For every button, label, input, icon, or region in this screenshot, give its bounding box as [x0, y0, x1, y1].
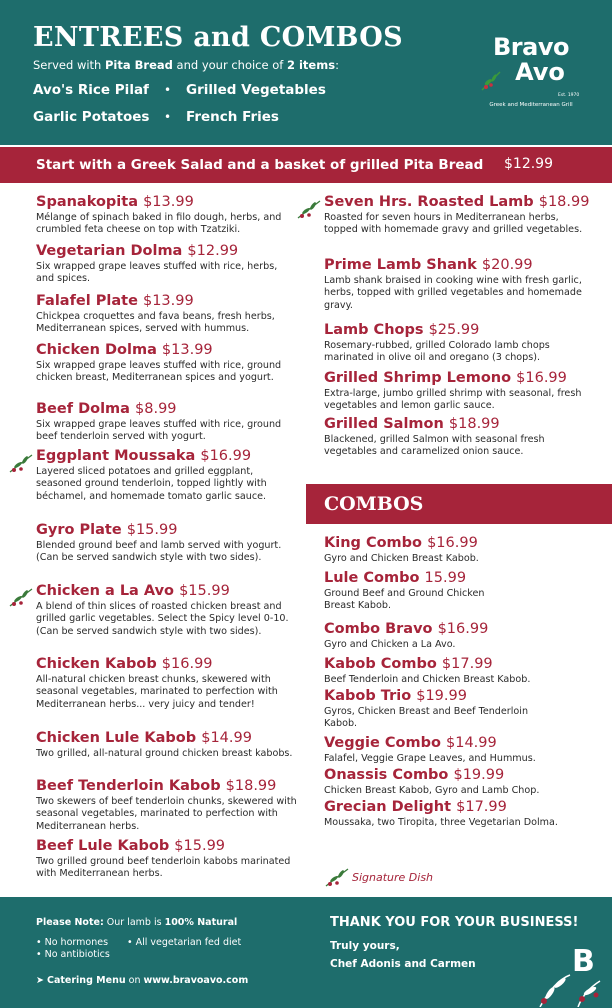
bravo-avo-logo: [476, 34, 586, 114]
item-description: Gyro and Chicken a La Avo.: [324, 639, 456, 650]
catering-link[interactable]: ➤ Catering Menu on www.bravoavo.com: [36, 975, 249, 986]
item-name: Vegetarian Dolma: [36, 243, 183, 259]
item-price: $18.99: [448, 416, 500, 432]
menu-item-grilled-shrimp-lemono: [324, 370, 589, 413]
menu-item-beef-tenderloin-kabob: [36, 778, 298, 833]
item-name: Gyro Plate: [36, 522, 122, 538]
lamb-note: Please Note: Our lamb is 100% Natural: [36, 917, 238, 928]
item-price: $13.99: [143, 194, 194, 210]
b-mark-letter: B: [572, 944, 595, 979]
item-name: Kabob Trio: [324, 688, 412, 704]
option-bullet: •: [164, 110, 172, 124]
menu-item-prime-lamb-shank: [324, 257, 589, 312]
item-name: Chicken Dolma: [36, 342, 157, 358]
item-price: $17.99: [456, 799, 507, 815]
item-price: $19.99: [416, 688, 467, 704]
menu-item-chicken-lule-kabob: [36, 730, 298, 760]
item-price: $17.99: [441, 656, 493, 672]
menu-item-beef-dolma: [36, 401, 298, 444]
page-title: ENTREES and COMBOS: [33, 22, 403, 53]
signature-olive-icon: [324, 866, 350, 888]
item-price: $12.99: [187, 243, 239, 259]
combo-item-kabob-trio: [324, 688, 589, 731]
item-description: Lamb shank braised in cooking wine with fresh garlic, herbs, topped with grilled vegetables and homemade gravy.: [324, 275, 582, 311]
item-name: Lule Combo: [324, 570, 420, 586]
item-price: $19.99: [453, 767, 505, 783]
item-name: Beef Dolma: [36, 401, 130, 417]
item-description: Chicken Breast Kabob, Gyro and Lamb Chop.: [324, 785, 540, 796]
side-option-potatoes: Garlic Potatoes: [33, 109, 150, 125]
menu-item-chicken-dolma: [36, 342, 298, 385]
item-price: $16.99: [161, 656, 213, 672]
combos-title: COMBOS: [324, 493, 424, 515]
menu-item-beef-lule-kabob: [36, 838, 298, 881]
item-price: $16.99: [200, 448, 252, 464]
menu-item-chicken-kabob: [36, 656, 298, 711]
menu-item-grilled-salmon: [324, 416, 589, 459]
logo-line-2: Avo: [515, 58, 565, 86]
combo-item-grecian-delight: [324, 799, 589, 829]
item-price: $15.99: [174, 838, 226, 854]
combos-banner: [306, 484, 612, 524]
item-price: 15.99: [424, 570, 467, 586]
item-price: $16.99: [427, 535, 478, 551]
item-name: Prime Lamb Shank: [324, 257, 477, 273]
item-price: $15.99: [126, 522, 178, 538]
signature-olive-icon: [8, 452, 34, 474]
chef-names: Chef Adonis and Carmen: [330, 958, 476, 970]
item-description: Six wrapped grape leaves stuffed with rice, herbs, and spices.: [36, 261, 278, 285]
item-name: Chicken Lule Kabob: [36, 730, 197, 746]
salad-price: $12.99: [504, 156, 553, 172]
item-price: $13.99: [161, 342, 213, 358]
menu-item-gyro-plate: [36, 522, 298, 565]
item-description: Gyro and Chicken Breast Kabob.: [324, 553, 479, 564]
item-description: Chickpea croquettes and fava beans, fresh herbs, Mediterranean spices, served with hummus.: [36, 311, 275, 335]
signoff-line: Truly yours,: [330, 940, 400, 952]
item-name: Chicken a La Avo: [36, 583, 175, 599]
side-option-rice: Avo's Rice Pilaf: [33, 82, 149, 98]
item-name: Beef Lule Kabob: [36, 838, 170, 854]
combo-item-kabob: [324, 656, 589, 686]
item-price: $14.99: [201, 730, 252, 746]
item-description: Blackened, grilled Salmon with seasonal fresh vegetables and caramelized onion sauce.: [324, 434, 545, 458]
menu-item-lamb-chops: [324, 322, 589, 365]
item-price: $14.99: [446, 735, 497, 751]
item-name: Grilled Salmon: [324, 416, 444, 432]
combo-item-king: [324, 535, 589, 565]
item-price: $13.99: [142, 293, 194, 309]
item-name: Kabob Combo: [324, 656, 437, 672]
item-name: Grilled Shrimp Lemono: [324, 370, 512, 386]
note-bullet-antibiotics: • No antibiotics: [36, 949, 110, 960]
item-price: $16.99: [516, 370, 567, 386]
item-description: Gyros, Chicken Breast and Beef Tenderloin Kabob.: [324, 706, 529, 730]
item-name: Falafel Plate: [36, 293, 138, 309]
item-description: Six wrapped grape leaves stuffed with rice, ground chicken breast, Mediterranean spices and yogurt.: [36, 360, 282, 384]
greek-salad-banner: [0, 147, 612, 183]
item-description: Falafel, Veggie Grape Leaves, and Hummus.: [324, 753, 536, 764]
note-bullet-vegetarian: • All vegetarian fed diet: [127, 937, 242, 948]
item-name: Veggie Combo: [324, 735, 441, 751]
signature-olive-icon: [8, 586, 34, 608]
menu-item-falafel-plate: [36, 293, 298, 336]
item-description: Extra-large, jumbo grilled shrimp with seasonal, fresh vegetables and lemon garlic sauce.: [324, 388, 582, 412]
item-name: Chicken Kabob: [36, 656, 157, 672]
side-option-vegetables: Grilled Vegetables: [186, 82, 326, 98]
combo-item-bravo: [324, 621, 589, 651]
menu-item-seven-hrs-roasted-lamb: [324, 194, 589, 237]
item-description: Layered sliced potatoes and grilled eggplant, seasoned ground tenderloin, topped lightly with béchamel, and homemade tomato garlic sauce.: [36, 466, 267, 502]
combo-item-onassis: [324, 767, 589, 797]
item-description: Roasted for seven hours in Mediterranean herbs, topped with homemade gravy and grilled vegetables.: [324, 212, 583, 236]
salad-text: Start with a Greek Salad and a basket of grilled Pita Bread: [36, 157, 484, 173]
item-description: Moussaka, two Tiropita, three Vegetarian Dolma.: [324, 817, 558, 828]
item-description: A blend of thin slices of roasted chicken breast and grilled garlic vegetables. Select the Spicy level 0-10. (Can be served sandwich style with two sides).: [36, 601, 289, 637]
item-description: Two skewers of beef tenderloin chunks, skewered with seasonal vegetables, marinated to perfection with Mediterranean herbs.: [36, 796, 297, 832]
footer-banner: [0, 897, 612, 1008]
item-price: $18.99: [225, 778, 277, 794]
item-description: Blended ground beef and lamb served with yogurt. (Can be served sandwich style with two sides).: [36, 540, 282, 564]
item-description: Two grilled ground beef tenderloin kabobs marinated with Mediterranean herbs.: [36, 856, 291, 880]
item-name: Onassis Combo: [324, 767, 449, 783]
menu-item-vegetarian-dolma: [36, 243, 298, 286]
signature-dish-legend: [324, 866, 474, 886]
item-name: Combo Bravo: [324, 621, 433, 637]
header-subtitle: Served with Pita Bread and your choice of 2 items:: [33, 58, 339, 72]
item-name: Grecian Delight: [324, 799, 452, 815]
olive-branch-b-mark-icon: [530, 937, 610, 1007]
logo-est: Est. 1970: [558, 93, 580, 98]
item-name: Beef Tenderloin Kabob: [36, 778, 221, 794]
header-banner: [0, 0, 612, 145]
item-price: $25.99: [428, 322, 480, 338]
item-price: $18.99: [538, 194, 590, 210]
item-description: Two grilled, all-natural ground chicken breast kabobs.: [36, 748, 293, 759]
menu-item-spanakopita: [36, 194, 298, 237]
side-option-fries: French Fries: [186, 109, 279, 125]
logo-tagline: Greek and Mediterranean Grill: [489, 102, 573, 108]
thank-you-heading: THANK YOU FOR YOUR BUSINESS!: [330, 915, 579, 930]
item-price: $16.99: [437, 621, 489, 637]
item-name: Eggplant Moussaka: [36, 448, 196, 464]
item-description: Ground Beef and Ground Chicken Breast Kabob.: [324, 588, 485, 612]
item-name: Lamb Chops: [324, 322, 424, 338]
item-description: Rosemary-rubbed, grilled Colorado lamb chops marinated in olive oil and oregano (3 chops).: [324, 340, 550, 364]
menu-item-chicken-a-la-avo: [36, 583, 298, 638]
item-name: Seven Hrs. Roasted Lamb: [324, 194, 534, 210]
menu-item-eggplant-moussaka: [36, 448, 298, 503]
item-price: $8.99: [135, 401, 177, 417]
signature-olive-icon: [296, 198, 322, 220]
olive-branch-icon: [480, 70, 502, 92]
note-bullet-hormones: • No hormones: [36, 937, 109, 948]
item-price: $15.99: [179, 583, 230, 599]
signoff: [330, 937, 476, 973]
item-name: King Combo: [324, 535, 423, 551]
signature-label: Signature Dish: [352, 871, 434, 884]
combo-item-veggie: [324, 735, 589, 765]
logo-line-1: Bravo: [493, 33, 569, 61]
arrow-icon: ➤: [36, 975, 44, 986]
item-description: Mélange of spinach baked in filo dough, herbs, and crumbled feta cheese on top with Tzatziki.: [36, 212, 282, 236]
item-price: $20.99: [481, 257, 533, 273]
item-description: All-natural chicken breast chunks, skewered with seasonal vegetables, marinated to perfection with Mediterranean herbs... very juicy and tender!: [36, 674, 278, 710]
combo-item-lule: [324, 570, 589, 613]
item-description: Six wrapped grape leaves stuffed with rice, ground beef tenderloin served with yogurt.: [36, 419, 282, 443]
option-bullet: •: [164, 83, 172, 97]
item-description: Beef Tenderloin and Chicken Breast Kabob.: [324, 674, 531, 685]
item-name: Spanakopita: [36, 194, 138, 210]
